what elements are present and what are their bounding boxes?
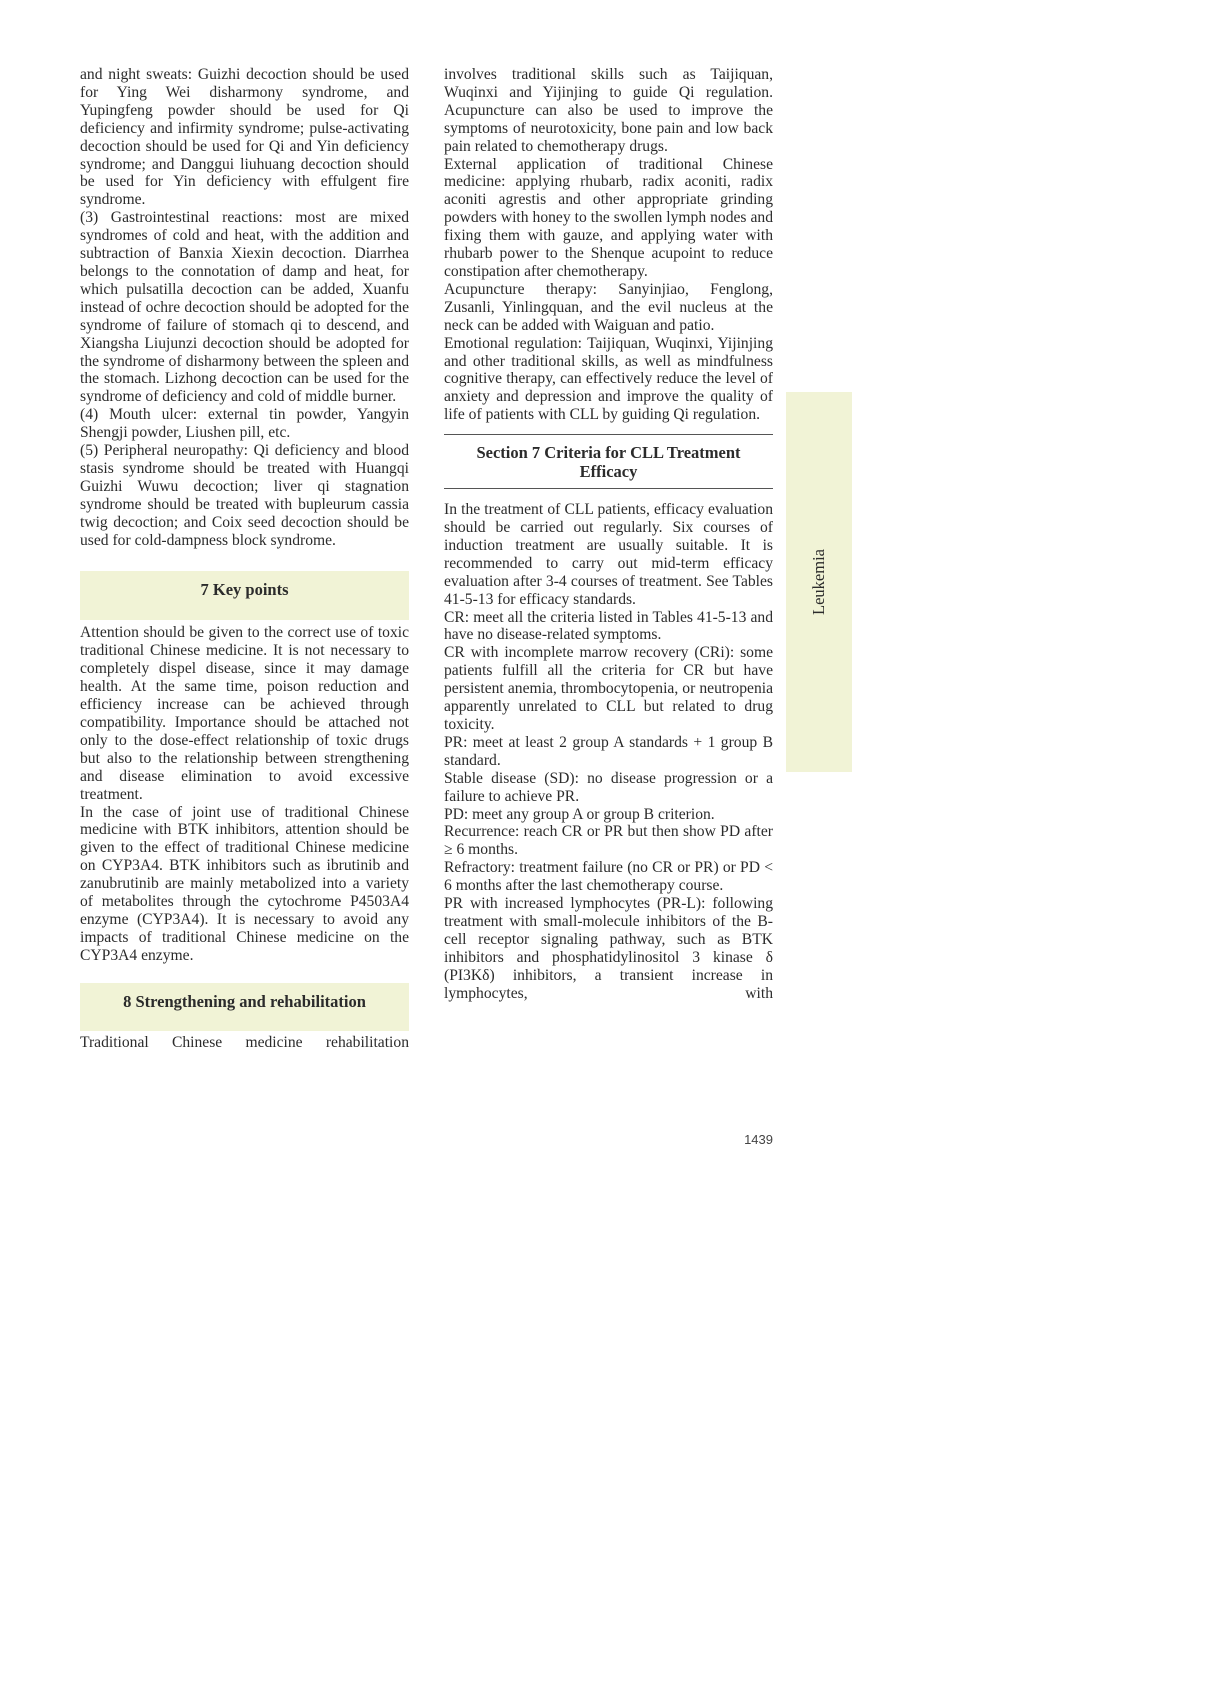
rehabilitation-heading: 8 Strengthening and rehabilitation (80, 983, 409, 1031)
paragraph-traditional-skills: involves traditional skills such as Taijiquan, Wuqinxi and Yijinjing to guide Qi regulation. Acupuncture can also be used to improve the symptoms of neurotoxicity, bone pain and low back pain related to chemotherapy drugs. (444, 66, 773, 155)
paragraph-pr-l: PR with increased lymphocytes (PR-L): following treatment with small-molecule inhibitors of the B-cell receptor signaling pathway, such as BTK inhibitors and phosphatidylinositol 3 kinase δ (PI3Kδ) inhibitors, a transient increase in lymphocytes, with (444, 895, 773, 1002)
key-points-heading: 7 Key points (80, 571, 409, 620)
page-number: 1439 (744, 1132, 773, 1147)
paragraph-toxic-medicine: Attention should be given to the correct use of toxic traditional Chinese medicine. It is not necessary to completely dispel disease, since it may damage health. At the same time, poison reduction and efficiency increase can be achieved through compatibility. Importance should be attached not only to the dose-effect relationship of toxic drugs but also to the relationship between strengthening and disease elimination to avoid excessive treatment. (80, 624, 409, 803)
paragraph-acupuncture-therapy: Acupuncture therapy: Sanyinjiao, Fenglong, Zusanli, Yinlingquan, and the evil nucleus at the neck can be added with Waiguan and patio. (444, 280, 773, 334)
paragraph-sd: Stable disease (SD): no disease progression or a failure to achieve PR. (444, 769, 773, 805)
paragraph-cr: CR: meet all the criteria listed in Tables 41-5-13 and have no disease-related symptoms. (444, 608, 773, 644)
paragraph-gastrointestinal: (3) Gastrointestinal reactions: most are mixed syndromes of cold and heat, with the addition and subtraction of Banxia Xiexin decoction. Diarrhea belongs to the connotation of damp and heat, for which pulsatilla decoction can be added, Xuanfu instead of ochre decoction should be adopted for the syndrome of failure of stomach qi to descend, and Xiangsha Liujunzi decoction should be adopted for the syndrome of disharmony between the spleen and the stomach. Lizhong decoction can be used for the syndrome of deficiency and cold of middle burner. (80, 209, 409, 406)
paragraph-external-application: External application of traditional Chinese medicine: applying rhubarb, radix aconiti, radix aconiti agrestis and other appropriate grinding powders with honey to the swollen lymph nodes and fixing them with gauze, and applying water with rhubarb power to the Shenque acupoint to reduce constipation after chemotherapy. (444, 155, 773, 280)
right-column (444, 66, 773, 1003)
paragraph-pd: PD: meet any group A or group B criterion. (444, 805, 715, 823)
paragraph-peripheral-neuropathy: (5) Peripheral neuropathy: Qi deficiency and blood stasis syndrome should be treated with Huangqi Guizhi Wuwu decoction; liver qi stagnation syndrome should be treated with bupleurum cassia twig decoction; and Coix seed decoction should be used for cold-dampness block syndrome. (80, 442, 409, 549)
paragraph-efficacy-evaluation: In the treatment of CLL patients, efficacy evaluation should be carried out regularly. Six courses of induction treatment are usually suitable. It is recommended to carry out mid-term efficacy evaluation after 3-4 courses of treatment. See Tables 41-5-13 for efficacy standards. (444, 501, 773, 608)
chapter-side-tab-label: Leukemia (809, 549, 828, 615)
section-7-heading: Section 7 Criteria for CLL Treatment Efficacy (444, 434, 773, 489)
paragraph-refractory: Refractory: treatment failure (no CR or PR) or PD < 6 months after the last chemotherapy course. (444, 859, 773, 895)
left-column (80, 66, 409, 1052)
paragraph-recurrence: Recurrence: reach CR or PR but then show PD after ≥ 6 months. (444, 823, 773, 859)
paragraph-rehabilitation: Traditional Chinese medicine rehabilitation (80, 1033, 409, 1051)
paragraph-mouth-ulcer: (4) Mouth ulcer: external tin powder, Yangyin Shengji powder, Liushen pill, etc. (80, 406, 409, 442)
paragraph-emotional-regulation: Emotional regulation: Taijiquan, Wuqinxi, Yijinjing and other traditional skills, as well as mindfulness cognitive therapy, can effectively reduce the level of anxiety and depression and improve the quality of life of patients with CLL by guiding Qi regulation. (444, 334, 773, 424)
paragraph-btk-inhibitors: In the case of joint use of traditional Chinese medicine with BTK inhibitors, attention should be given to the effect of traditional Chinese medicine on CYP3A4. BTK inhibitors such as ibrutinib and zanubrutinib are mainly metabolized into a variety of metabolites through the cytochrome P4503A4 enzyme (CYP3A4). It is necessary to avoid any impacts of traditional Chinese medicine on the CYP3A4 enzyme. (80, 803, 409, 964)
paragraph-pr: PR: meet at least 2 group A standards + 1 group B standard. (444, 733, 773, 769)
chapter-side-tab (786, 392, 852, 772)
paragraph-cri: CR with incomplete marrow recovery (CRi): some patients fulfill all the criteria for CR but have persistent anemia, thrombocytopenia, or neutropenia apparently unrelated to CLL but related to drug toxicity. (444, 644, 773, 733)
paragraph-night-sweats: and night sweats: Guizhi decoction should be used for Ying Wei disharmony syndrome, and Yupingfeng powder should be used for Qi deficiency and infirmity syndrome; pulse-activating decoction should be used for Qi and Yin deficiency syndrome; and Danggui liuhuang decoction should be used for Yin deficiency with effulgent fire syndrome. (80, 66, 409, 209)
